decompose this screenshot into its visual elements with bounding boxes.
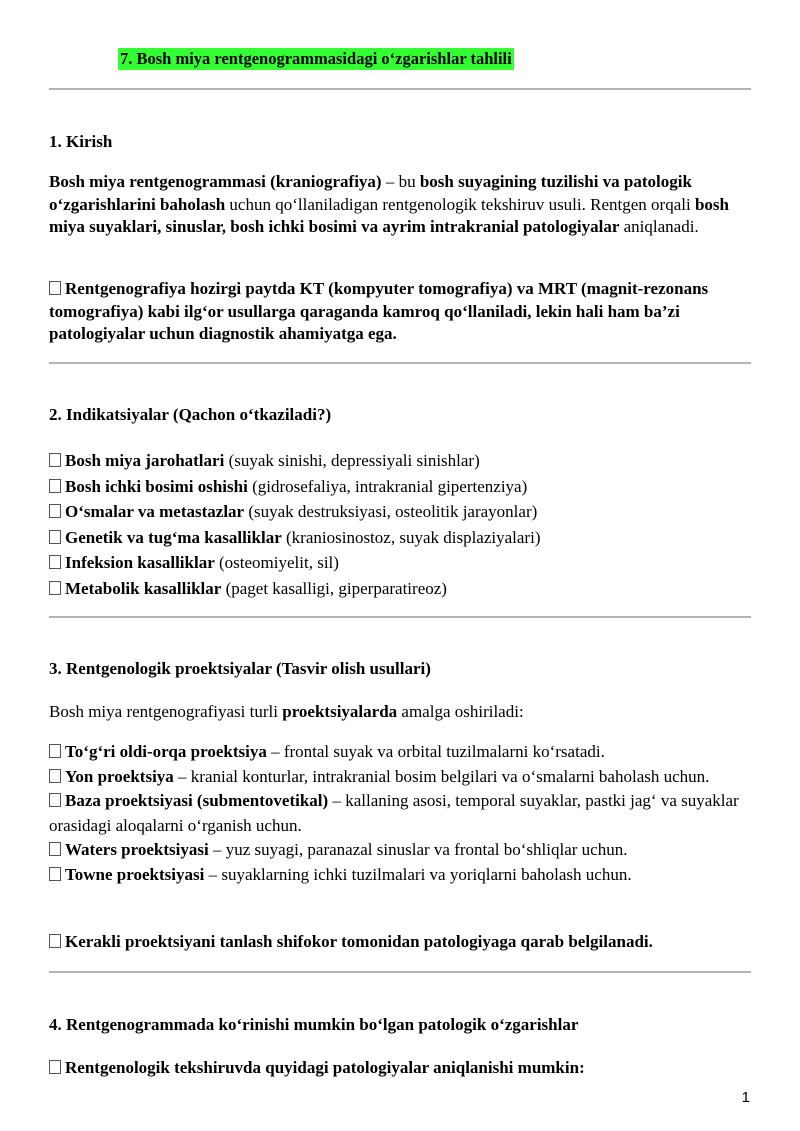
divider bbox=[49, 362, 751, 364]
list-item-text: – suyaklarning ichki tuzilmalari va yoriqlarni baholash uchun. bbox=[204, 864, 632, 884]
bullet-glyph-icon bbox=[49, 555, 61, 569]
list-item bbox=[49, 474, 751, 500]
document-title: 7. Bosh miya rentgenogrammasidagi o‘zgarishlar tahlili bbox=[120, 49, 512, 68]
section-4-note-text: Rentgenologik tekshiruvda quyidagi patologiyalar aniqlanishi mumkin: bbox=[65, 1058, 585, 1077]
section-3-intro-b: proektsiyalarda bbox=[282, 702, 398, 721]
list-item bbox=[49, 838, 751, 863]
bullet-glyph-icon bbox=[49, 769, 61, 783]
divider bbox=[49, 971, 751, 973]
list-item bbox=[49, 576, 751, 602]
section-1-run: bosh suyagining tuzilishi va patologik o‘zgarishlarini baholash bbox=[49, 172, 692, 214]
list-item bbox=[49, 789, 751, 838]
list-item-text: (paget kasalligi, giperparatireoz) bbox=[221, 578, 447, 598]
list-item-text: – kallaning asosi, temporal suyaklar, pastki jag‘ va suyaklar orasidagi aloqalarni o‘rganish uchun. bbox=[49, 791, 739, 835]
list-item-bold: Yon proektsiya bbox=[65, 766, 174, 786]
section-2-list bbox=[49, 448, 751, 601]
section-3-intro bbox=[49, 701, 751, 724]
list-item-bold: Waters proektsiyasi bbox=[65, 840, 209, 859]
list-item-text: (osteomiyelit, sil) bbox=[214, 553, 339, 572]
list-item-bold: O‘smalar va metastazlar bbox=[65, 502, 245, 521]
section-1-heading: 1. Kirish bbox=[49, 132, 113, 151]
list-item-text: (kraniosinostoz, suyak displaziyalari) bbox=[281, 527, 541, 547]
section-3-note-text: Kerakli proektsiyani tanlash shifokor tomonidan patologiyaga qarab belgilanadi. bbox=[65, 932, 653, 951]
list-item-bold: Baza proektsiyasi (submentovetikal) bbox=[65, 791, 329, 810]
list-item-text: (gidrosefaliya, intrakranial gipertenziya) bbox=[247, 476, 528, 496]
bullet-glyph-icon bbox=[49, 479, 61, 493]
bullet-glyph-icon bbox=[49, 1060, 61, 1074]
section-3-intro-a: Bosh miya rentgenografiyasi turli bbox=[49, 702, 283, 721]
list-item-text: (suyak destruksiyasi, osteolitik jarayonlar) bbox=[244, 502, 538, 521]
list-item-text: – kranial konturlar, intrakranial bosim belgilari va o‘smalarni baholash uchun. bbox=[173, 766, 710, 786]
section-4-heading: 4. Rentgenogrammada ko‘rinishi mumkin bo‘lgan patologik o‘zgarishlar bbox=[49, 1015, 579, 1034]
bullet-glyph-icon bbox=[49, 581, 61, 595]
section-3-note bbox=[49, 931, 751, 954]
bullet-glyph-icon bbox=[49, 504, 61, 518]
list-item bbox=[49, 525, 751, 551]
section-4-note bbox=[49, 1057, 751, 1080]
section-1-run: uchun qo‘llaniladigan rentgenologik tekshiruv usuli. Rentgen orqali bbox=[225, 194, 695, 214]
bullet-glyph-icon bbox=[49, 842, 61, 856]
bullet-glyph-icon bbox=[49, 867, 61, 881]
list-item-bold: Bosh ichki bosimi oshishi bbox=[65, 476, 248, 496]
list-item-bold: To‘g‘ri oldi-orqa proektsiya bbox=[65, 742, 267, 761]
list-item bbox=[49, 550, 751, 576]
document-title-wrap bbox=[118, 48, 514, 70]
list-item-text: – frontal suyak va orbital tuzilmalarni ko‘rsatadi. bbox=[266, 742, 605, 761]
list-item-text: (suyak sinishi, depressiyali sinishlar) bbox=[224, 451, 480, 470]
list-item bbox=[49, 448, 751, 474]
divider bbox=[49, 88, 751, 90]
section-1-run: – bu bbox=[381, 172, 420, 191]
section-1-run: bosh miya suyaklari, sinuslar, bosh ichki bosimi va ayrim intrakranial patologiyalar bbox=[49, 194, 729, 236]
section-1-note bbox=[49, 278, 751, 346]
section-3-list bbox=[49, 740, 751, 887]
bullet-glyph-icon bbox=[49, 530, 61, 544]
section-2-heading: 2. Indikatsiyalar (Qachon o‘tkaziladi?) bbox=[49, 405, 332, 424]
bullet-glyph-icon bbox=[49, 934, 61, 948]
list-item bbox=[49, 499, 751, 525]
section-1-paragraph bbox=[49, 171, 751, 239]
page-number: 1 bbox=[741, 1089, 750, 1106]
list-item bbox=[49, 740, 751, 765]
section-1-note-text: Rentgenografiya hozirgi paytda KT (kompyuter tomografiya) va MRT (magnit-rezonans tomografiya) kabi ilg‘or usullarga qaraganda kamroq qo‘llaniladi, lekin hali ham ba’zi patologiyalar uchun diagnostik ahamiyatga ega. bbox=[49, 279, 709, 343]
bullet-glyph-icon bbox=[49, 281, 61, 295]
bullet-glyph-icon bbox=[49, 453, 61, 467]
section-3-heading: 3. Rentgenologik proektsiyalar (Tasvir olish usullari) bbox=[49, 659, 431, 678]
section-1-run: Bosh miya rentgenogrammasi (kraniografiya) bbox=[49, 172, 382, 191]
section-1-run: aniqlanadi. bbox=[619, 217, 699, 236]
list-item bbox=[49, 863, 751, 888]
list-item-bold: Bosh miya jarohatlari bbox=[65, 451, 225, 470]
list-item-bold: Towne proektsiyasi bbox=[65, 864, 205, 884]
list-item-bold: Genetik va tug‘ma kasalliklar bbox=[65, 527, 282, 547]
list-item bbox=[49, 765, 751, 790]
divider bbox=[49, 616, 751, 618]
list-item-text: – yuz suyagi, paranazal sinuslar va frontal bo‘shliqlar uchun. bbox=[208, 840, 628, 859]
section-3-intro-c: amalga oshiriladi: bbox=[397, 702, 524, 721]
bullet-glyph-icon bbox=[49, 793, 61, 807]
list-item-bold: Metabolik kasalliklar bbox=[65, 578, 222, 598]
bullet-glyph-icon bbox=[49, 744, 61, 758]
list-item-bold: Infeksion kasalliklar bbox=[65, 553, 215, 572]
